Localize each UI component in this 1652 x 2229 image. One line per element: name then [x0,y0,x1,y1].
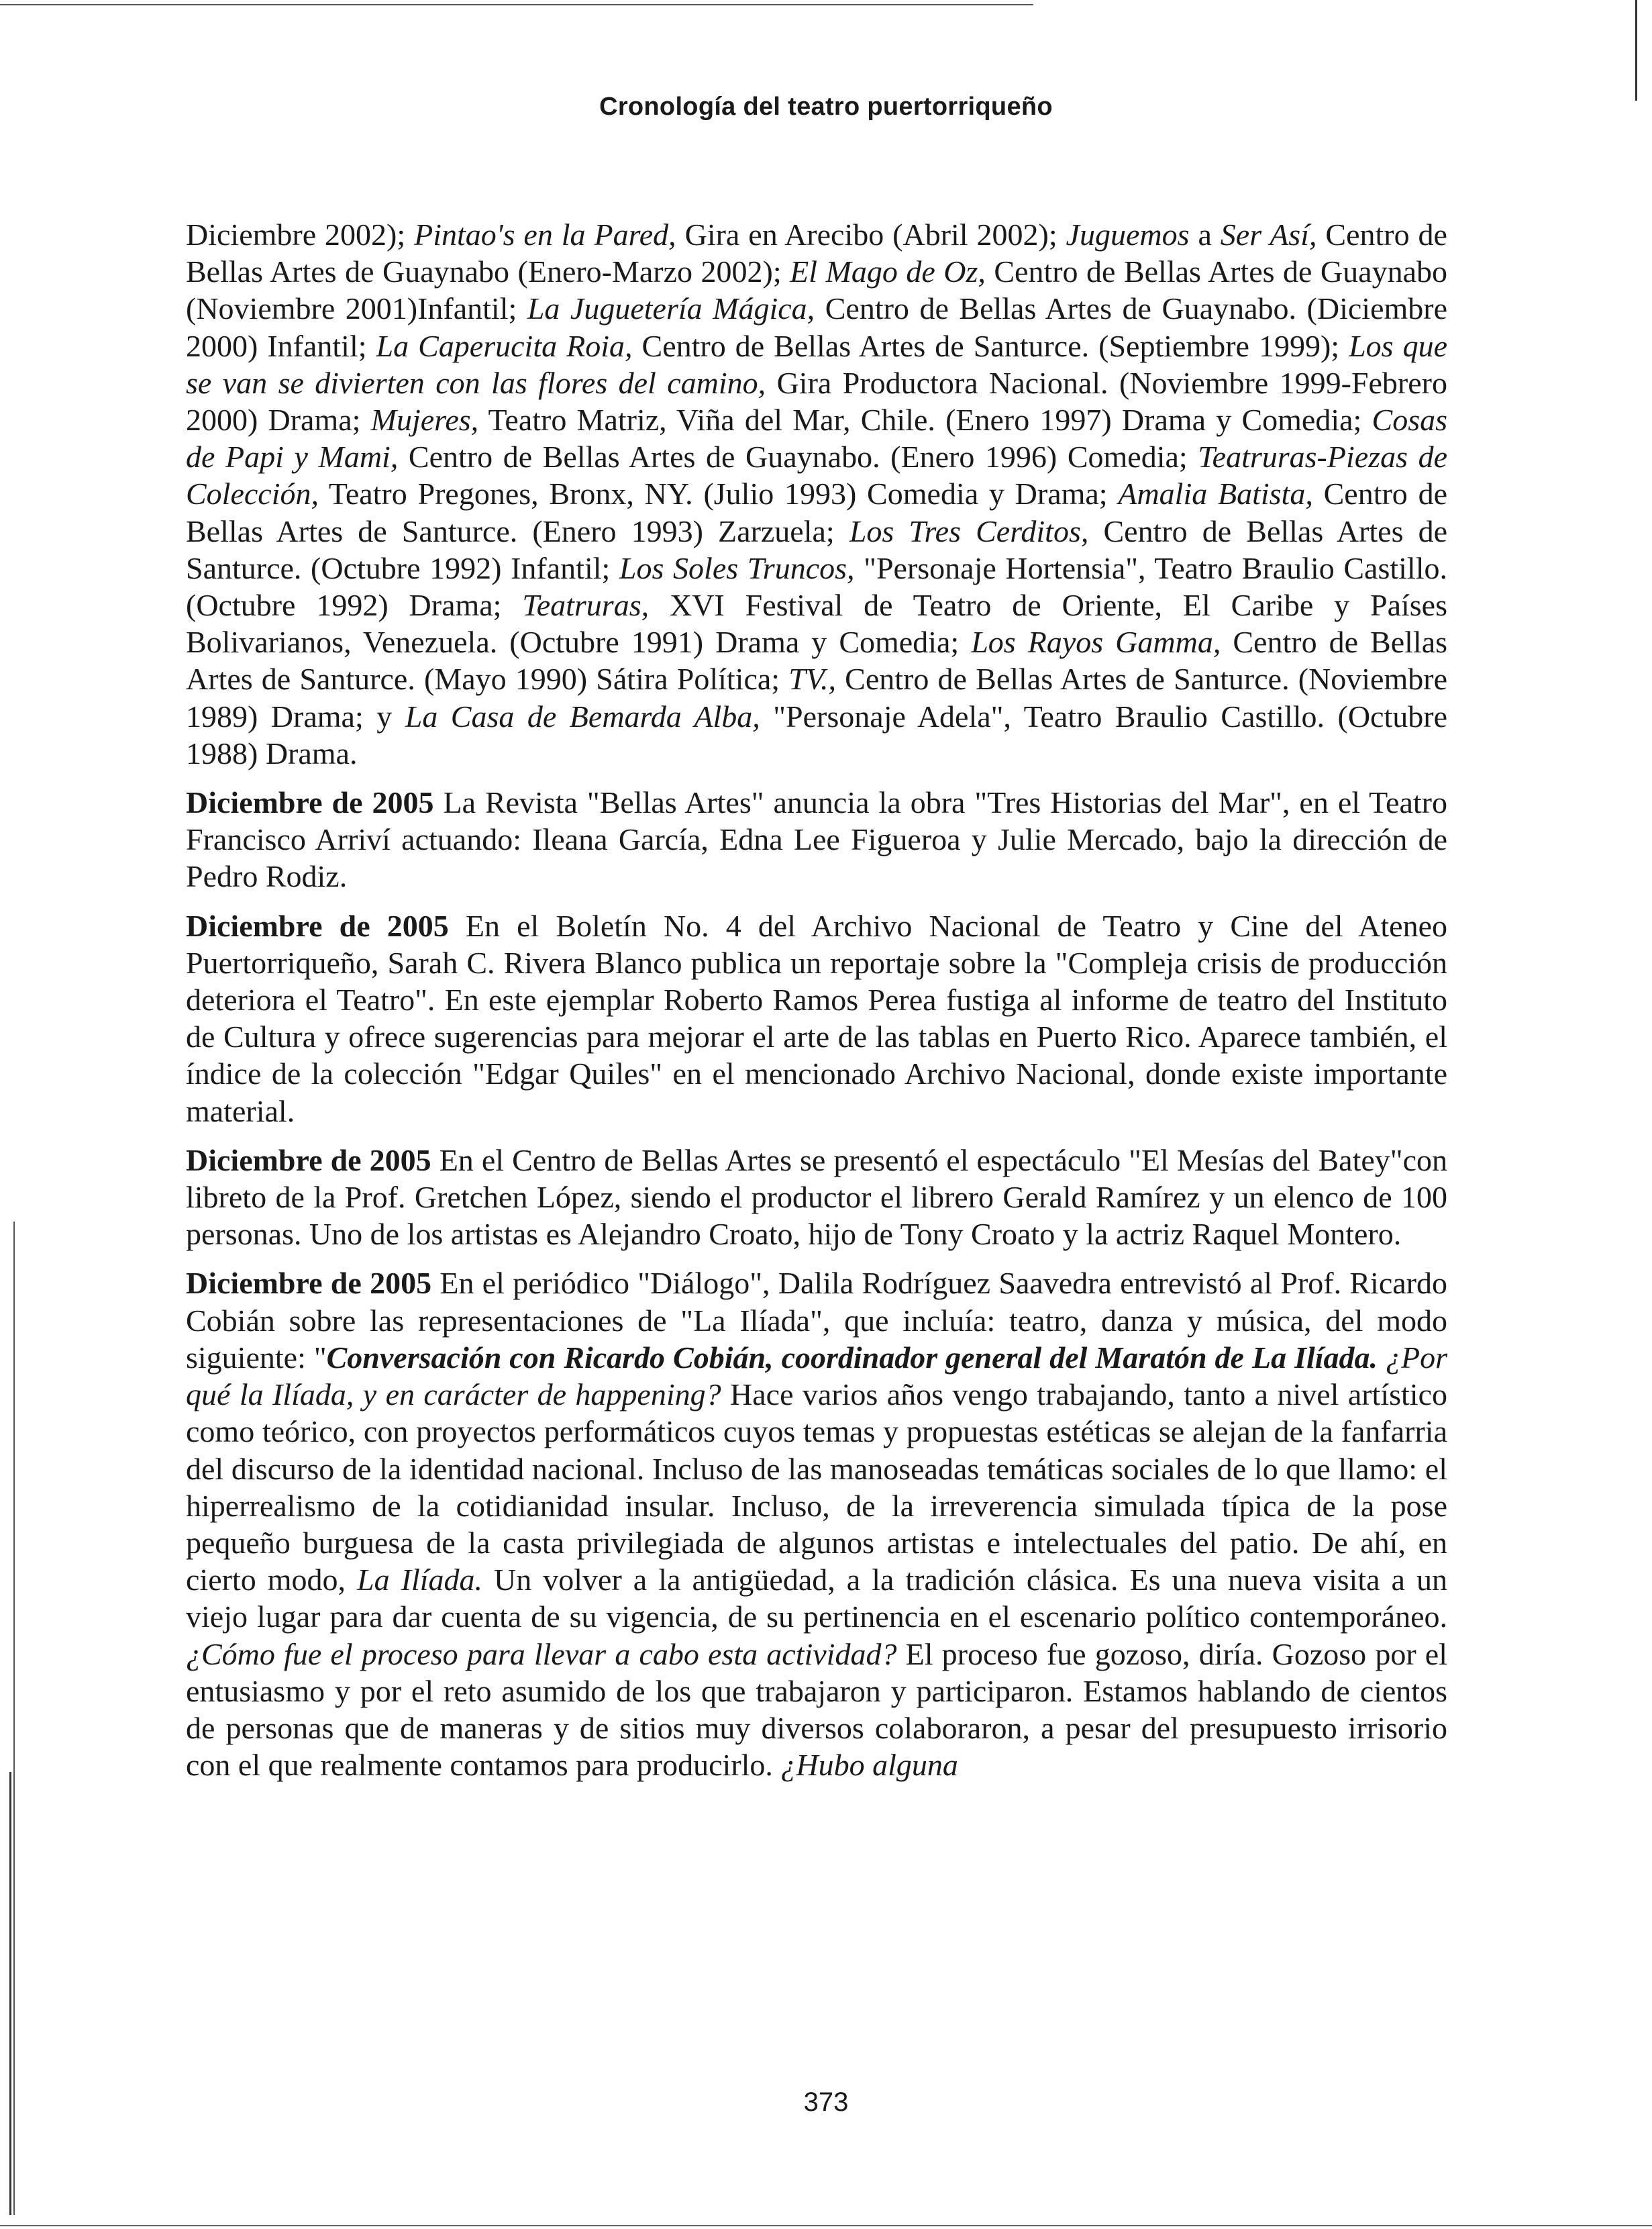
text-run: Centro de Bellas Artes de Santurce. (Enero 1993) Zarzuela; [186,477,1447,548]
text-run: Centro de Bellas Artes de Guaynabo (Noviembre 2001)Infantil; [186,254,1447,326]
work-title: Los Rayos Gamma, [971,625,1221,660]
text-run: Centro de Bellas Artes de Guaynabo (Enero-Marzo 2002); [186,217,1447,289]
interview-heading: Conversación con Ricardo Cobián, coordinador general del Maratón de La Ilíada. [326,1340,1378,1375]
running-title: Cronología del teatro puertorriqueño [599,93,1053,121]
entry-text: En el periódico "Diálogo", Dalila Rodríguez Saavedra entrevistó al Prof. Ricardo Cobián sobre las representaciones de "La Ilíada", que incluía: teatro, danza y música, del modo siguiente: " [186,1266,1447,1375]
text-run: Centro de Bellas Artes de Santurce. (Mayo 1990) Sátira Política; [186,625,1448,697]
work-title: TV., [788,662,837,697]
text-run: Centro de Bellas Artes de Guaynabo. (Enero 1996) Comedia; [398,440,1198,475]
entry-text [1378,1340,1386,1375]
text-run: Diciembre 2002); [186,217,415,252]
work-title: Teatruras, [522,588,650,623]
work-title: Cosas de Papi y Mami, [186,403,1447,475]
work-title: Amalia Batista, [1118,477,1313,511]
work-title: Pintao's en la Pared, [414,217,676,252]
text-run: a [1189,217,1221,252]
entry-text: En el Boletín No. 4 del Archivo Nacional de Teatro y Cine del Ateneo Puertorriqueño, Sarah C. Rivera Blanco publica un reportaje sobre la "Compleja crisis de producción deteriora el Teatro". En este ejemplar Roberto Ramos Perea fustiga al informe de teatro del Instituto de Cultura y ofrece sugerencias para mejorar el arte de las tablas en Puerto Rico. Aparece también, el índice de la colección "Edgar Quiles" en el mencionado Archivo Nacional, donde existe importante material. [186,908,1447,1128]
scan-edge-left-inner [13,1222,15,2215]
text-run: XVI Festival de Teatro de Oriente, El Caribe y Países Bolivarianos, Venezuela. (Octubre 1991) Drama y Comedia; [186,588,1447,660]
italic-text: La Ilíada. [357,1563,483,1597]
text-run: Teatro Pregones, Bronx, NY. (Julio 1993) Comedia y Drama; [319,477,1119,511]
work-title: Teatruras-Piezas de Colección, [186,440,1447,511]
work-title: La Juguetería Mágica, [527,291,815,326]
entry-date: Diciembre de 2005 [186,1266,432,1301]
entry-text: Hace varios años vengo trabajando, tanto a nivel artístico como teórico, con proyectos performáticos cuyos temas y propuestas estéticas se alejan de la fanfarria del discurso de la identidad nacional. Incluso de las manoseadas temáticas sociales de lo que llamo: el hiperrealismo de la cotidianidad insular. Incluso, de la irreverencia simulada típica de la pose pequeño burguesa de la casta privilegiada de algunos artistas e intelectuales del patio. De ahí, en cierto modo, [186,1377,1447,1597]
work-title: Los que se van se divierten con las flores del camino, [186,328,1447,400]
scan-edge-left [9,1772,11,2215]
chronology-entry [186,784,1447,895]
text-run: Centro de Bellas Artes de Santurce. (Septiembre 1999); [632,328,1349,363]
work-title: Los Tres Cerditos, [849,513,1089,548]
text-run: Centro de Bellas Artes de Santurce. (Noviembre 1989) Drama; y [186,662,1447,734]
page-body [186,216,1447,1795]
work-title: Los Soles Truncos, [619,550,855,585]
entry-date: Diciembre de 2005 [186,908,449,943]
text-run: "Personaje Adela", Teatro Braulio Castillo. (Octubre 1988) Drama. [186,699,1447,771]
work-title: Mujeres, [370,403,479,438]
chronology-entry [186,1142,1447,1253]
entry-text: El proceso fue gozoso, diría. Gozoso por el entusiasmo y por el reto asumido de los que trabajaron y participaron. Estamos hablando de cientos de personas que de maneras y de sitios muy diversos colaboraron, a pesar del presupuesto irrisorio con el que realmente contamos para producirlo. [186,1636,1447,1783]
scan-edge-bottom [0,2225,1652,2226]
text-run: Teatro Matriz, Viña del Mar, Chile. (Enero 1997) Drama y Comedia; [478,403,1372,438]
entry-date: Diciembre de 2005 [186,1142,431,1177]
entry-text: Un volver a la antigüedad, a la tradición clásica. Es una nueva visita a un viejo lugar para dar cuenta de su vigencia, de su pertinencia en el escenario político contemporáneo. [186,1563,1447,1634]
entry-text: En el Centro de Bellas Artes se presentó el espectáculo "El Mesías del Batey"con libreto de la Prof. Gretchen López, siendo el productor el librero Gerald Ramírez y un elenco de 100 personas. Uno de los artistas es Alejandro Croato, hijo de Tony Croato y la actriz Raquel Montero. [186,1142,1447,1252]
work-title: La Caperucita Roia, [376,328,633,363]
italic-text: ¿Hubo alguna [780,1748,958,1783]
text-run: Centro de Bellas Artes de Santurce. (Octubre 1992) Infantil; [186,513,1448,585]
intro-paragraph [186,216,1447,772]
text-run: Gira en Arecibo (Abril 2002); [676,217,1066,252]
text-run: Centro de Bellas Artes de Guaynabo. (Diciembre 2000) Infantil; [186,291,1448,363]
chronology-entry [186,1265,1447,1783]
work-title: Juguemos [1066,217,1190,252]
text-run: Gira Productora Nacional. (Noviembre 1999-Febrero 2000) Drama; [186,365,1447,438]
work-title: El Mago de Oz, [790,254,986,289]
scan-edge-top [0,4,1033,5]
text-run: "Personaje Hortensia", Teatro Braulio Castillo. (Octubre 1992) Drama; [186,550,1447,623]
chronology-entries [186,784,1447,1783]
italic-text: ¿Cómo fue el proceso para llevar a cabo esta actividad? [186,1636,897,1671]
scan-edge-right [1635,0,1637,101]
chronology-entry [186,907,1447,1130]
entry-date: Diciembre de 2005 [186,785,434,820]
page-number: 373 [803,2087,849,2117]
italic-text: ¿Por qué la Ilíada, y en carácter de happening? [186,1340,1448,1412]
work-title: La Casa de Bemarda Alba, [405,699,760,734]
entry-text: La Revista "Bellas Artes" anuncia la obra "Tres Historias del Mar", en el Teatro Francisco Arriví actuando: Ileana García, Edna Lee Figueroa y Julie Mercado, bajo la dirección de Pedro Rodiz. [186,785,1447,894]
work-title: Ser Así, [1220,217,1317,252]
